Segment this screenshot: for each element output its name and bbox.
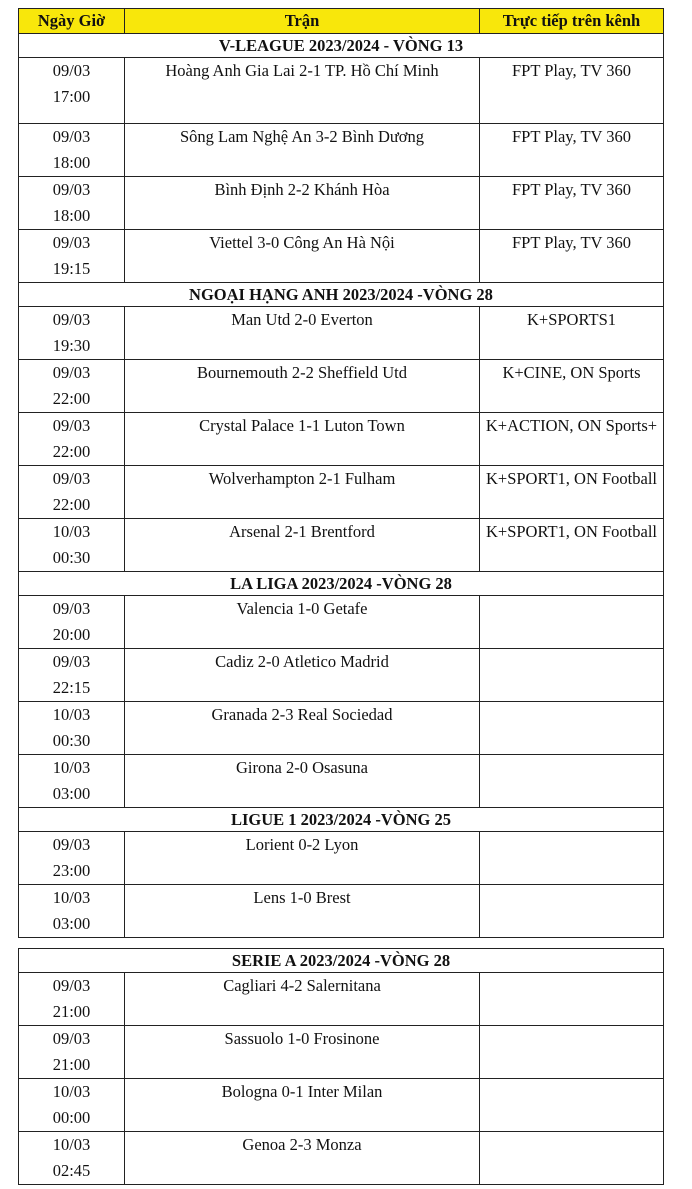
datetime-cell	[19, 702, 125, 755]
match-time: 17:00	[52, 87, 91, 106]
match-time: 21:00	[52, 1055, 91, 1074]
match-cell: Crystal Palace 1-1 Luton Town	[125, 413, 480, 466]
datetime-cell	[19, 519, 125, 572]
datetime-cell	[19, 755, 125, 808]
header-channel: Trực tiếp trên kênh	[480, 9, 664, 34]
match-cell: Lens 1-0 Brest	[125, 885, 480, 938]
match-cell: Hoàng Anh Gia Lai 2-1 TP. Hồ Chí Minh	[125, 58, 480, 124]
datetime-cell	[19, 466, 125, 519]
match-cell: Bournemouth 2-2 Sheffield Utd	[125, 360, 480, 413]
datetime-cell	[19, 177, 125, 230]
table-row	[19, 885, 664, 938]
section-title: V-LEAGUE 2023/2024 - VÒNG 13	[19, 34, 664, 58]
table-row	[19, 177, 664, 230]
match-date: 09/03	[52, 61, 91, 80]
channel-cell: K+SPORT1, ON Football	[480, 519, 664, 572]
match-time: 03:00	[52, 914, 91, 933]
match-cell: Bologna 0-1 Inter Milan	[125, 1079, 480, 1132]
table-row	[19, 596, 664, 649]
channel-cell	[480, 596, 664, 649]
schedule-table-serie-a	[18, 948, 664, 1185]
section-title: NGOẠI HẠNG ANH 2023/2024 -VÒNG 28	[19, 283, 664, 307]
match-time: 22:15	[52, 678, 91, 697]
match-time: 18:00	[52, 206, 91, 225]
section-header-row	[19, 572, 664, 596]
section-header-row	[19, 34, 664, 58]
match-date: 09/03	[52, 233, 91, 252]
match-time: 00:30	[52, 548, 91, 567]
match-date: 09/03	[52, 363, 91, 382]
match-date: 09/03	[52, 1029, 91, 1048]
match-cell: Sassuolo 1-0 Frosinone	[125, 1026, 480, 1079]
datetime-cell	[19, 307, 125, 360]
section-header-row	[19, 283, 664, 307]
match-date: 09/03	[52, 416, 91, 435]
datetime-cell	[19, 649, 125, 702]
match-time: 00:00	[52, 1108, 91, 1127]
match-date: 10/03	[52, 1082, 91, 1101]
datetime-cell	[19, 973, 125, 1026]
channel-cell: K+ACTION, ON Sports+	[480, 413, 664, 466]
channel-cell	[480, 702, 664, 755]
match-date: 09/03	[52, 310, 91, 329]
datetime-cell	[19, 1132, 125, 1185]
match-time: 02:45	[52, 1161, 91, 1180]
datetime-cell	[19, 832, 125, 885]
match-date: 10/03	[52, 888, 91, 907]
match-date: 10/03	[52, 522, 91, 541]
match-time: 19:30	[52, 336, 91, 355]
match-time: 18:00	[52, 153, 91, 172]
channel-cell: FPT Play, TV 360	[480, 58, 664, 124]
match-date: 09/03	[52, 652, 91, 671]
channel-cell	[480, 1079, 664, 1132]
match-cell: Cadiz 2-0 Atletico Madrid	[125, 649, 480, 702]
channel-cell: K+SPORT1, ON Football	[480, 466, 664, 519]
match-time: 00:30	[52, 731, 91, 750]
channel-cell	[480, 832, 664, 885]
match-cell: Viettel 3-0 Công An Hà Nội	[125, 230, 480, 283]
channel-cell: K+SPORTS1	[480, 307, 664, 360]
section-title: SERIE A 2023/2024 -VÒNG 28	[19, 949, 664, 973]
table-row	[19, 755, 664, 808]
match-date: 09/03	[52, 976, 91, 995]
match-date: 09/03	[52, 469, 91, 488]
header-match: Trận	[125, 9, 480, 34]
channel-cell: FPT Play, TV 360	[480, 177, 664, 230]
channel-cell: FPT Play, TV 360	[480, 124, 664, 177]
table-row	[19, 973, 664, 1026]
match-cell: Genoa 2-3 Monza	[125, 1132, 480, 1185]
channel-cell	[480, 973, 664, 1026]
match-date: 09/03	[52, 180, 91, 199]
table-row	[19, 230, 664, 283]
table-row	[19, 360, 664, 413]
channel-cell	[480, 885, 664, 938]
table-row	[19, 1079, 664, 1132]
datetime-cell	[19, 885, 125, 938]
match-date: 09/03	[52, 127, 91, 146]
datetime-cell	[19, 1026, 125, 1079]
match-time: 20:00	[52, 625, 91, 644]
match-date: 10/03	[52, 758, 91, 777]
datetime-cell	[19, 360, 125, 413]
match-cell: Lorient 0-2 Lyon	[125, 832, 480, 885]
table-row	[19, 124, 664, 177]
channel-cell	[480, 649, 664, 702]
table-row	[19, 832, 664, 885]
channel-cell	[480, 1026, 664, 1079]
datetime-cell	[19, 124, 125, 177]
match-time: 23:00	[52, 861, 91, 880]
datetime-cell	[19, 58, 125, 124]
match-time: 19:15	[52, 259, 91, 278]
table-row	[19, 58, 664, 124]
match-date: 10/03	[52, 705, 91, 724]
table-row	[19, 519, 664, 572]
table-row	[19, 466, 664, 519]
table-row	[19, 307, 664, 360]
table-row	[19, 413, 664, 466]
match-date: 09/03	[52, 599, 91, 618]
section-header-row	[19, 949, 664, 973]
table-row	[19, 1026, 664, 1079]
section-title: LIGUE 1 2023/2024 -VÒNG 25	[19, 808, 664, 832]
match-cell: Cagliari 4-2 Salernitana	[125, 973, 480, 1026]
schedule-table	[18, 8, 664, 938]
datetime-cell	[19, 230, 125, 283]
match-cell: Bình Định 2-2 Khánh Hòa	[125, 177, 480, 230]
datetime-cell	[19, 1079, 125, 1132]
match-time: 22:00	[52, 389, 91, 408]
table-row	[19, 702, 664, 755]
match-date: 10/03	[52, 1135, 91, 1154]
match-time: 21:00	[52, 1002, 91, 1021]
match-time: 03:00	[52, 784, 91, 803]
header-datetime: Ngày Giờ	[19, 9, 125, 34]
match-cell: Valencia 1-0 Getafe	[125, 596, 480, 649]
channel-cell: FPT Play, TV 360	[480, 230, 664, 283]
match-cell: Arsenal 2-1 Brentford	[125, 519, 480, 572]
datetime-cell	[19, 596, 125, 649]
channel-cell	[480, 1132, 664, 1185]
match-time: 22:00	[52, 442, 91, 461]
match-cell: Granada 2-3 Real Sociedad	[125, 702, 480, 755]
section-title: LA LIGA 2023/2024 -VÒNG 28	[19, 572, 664, 596]
datetime-cell	[19, 413, 125, 466]
match-cell: Man Utd 2-0 Everton	[125, 307, 480, 360]
table-row	[19, 649, 664, 702]
match-cell: Sông Lam Nghệ An 3-2 Bình Dương	[125, 124, 480, 177]
match-cell: Wolverhampton 2-1 Fulham	[125, 466, 480, 519]
header-row	[19, 9, 664, 34]
section-header-row	[19, 808, 664, 832]
match-cell: Girona 2-0 Osasuna	[125, 755, 480, 808]
match-time: 22:00	[52, 495, 91, 514]
match-date: 09/03	[52, 835, 91, 854]
channel-cell: K+CINE, ON Sports	[480, 360, 664, 413]
channel-cell	[480, 755, 664, 808]
table-row	[19, 1132, 664, 1185]
